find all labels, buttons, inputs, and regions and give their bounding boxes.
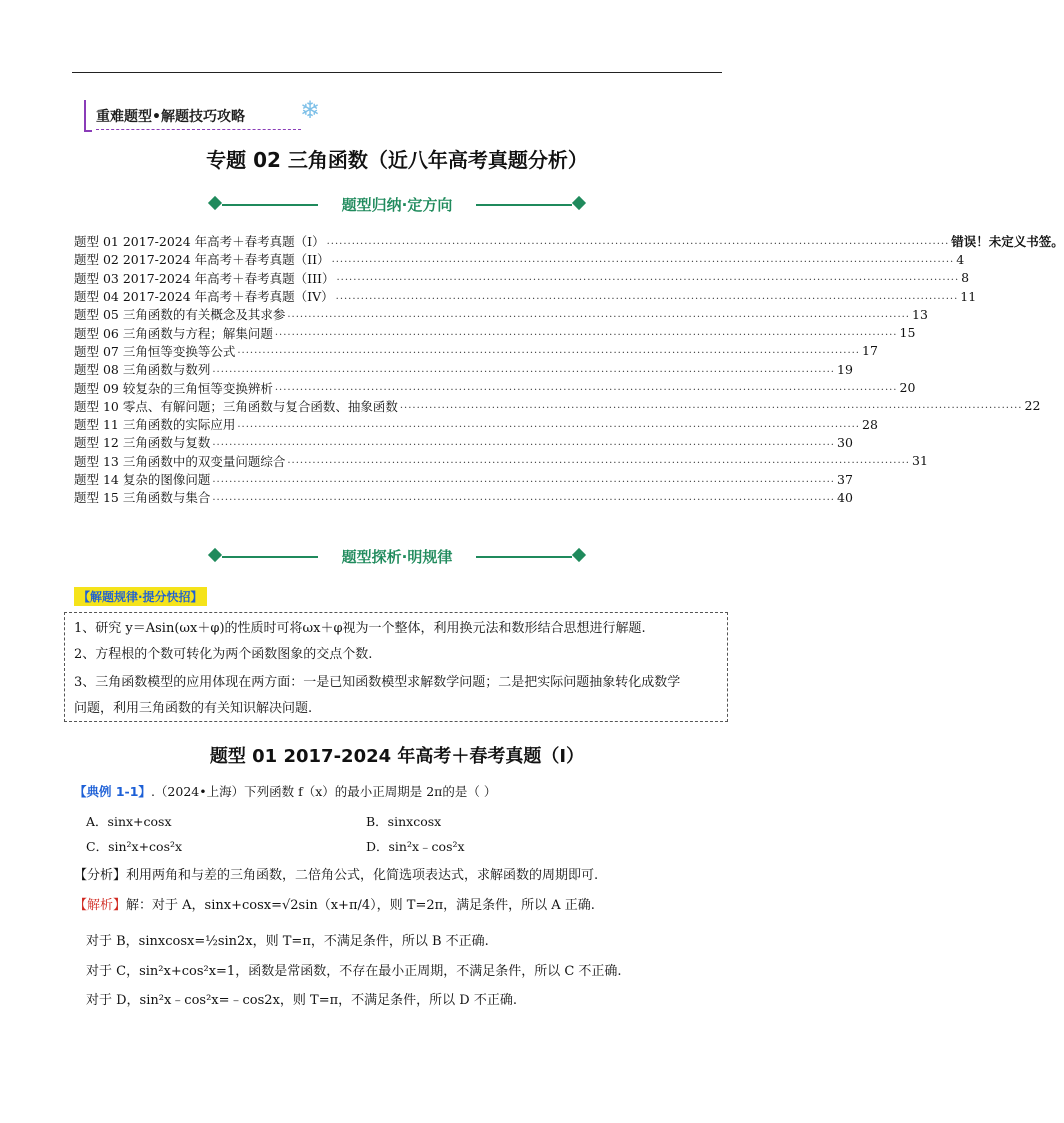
tips-label: 【解题规律·提分快招】	[74, 587, 207, 606]
page-title: 专题 02 三角函数（近八年高考真题分析）	[206, 148, 588, 172]
example-tag: 【典例 1-1】	[74, 784, 151, 799]
toc-label: 题型 01 2017-2024 年高考＋春考真题（I）	[74, 234, 325, 250]
option-a: A．sinx+cosx	[86, 814, 172, 829]
toc-label: 题型 15 三角函数与集合	[74, 490, 211, 506]
toc-page: 17	[862, 343, 878, 359]
option-d: D．sin²x﹣cos²x	[366, 839, 465, 854]
toc-label: 题型 06 三角函数与方程；解集问题	[74, 325, 273, 341]
solution-d: 对于 D，sin²x﹣cos²x=﹣cos2x，则 T=π，不满足条件，所以 D 不正确.	[86, 993, 517, 1008]
toc-item[interactable]: 题型 02 2017-2024 年高考＋春考真题（II） ..................................................................................................................................................... 4	[74, 251, 965, 268]
toc-label: 题型 11 三角函数的实际应用	[74, 417, 236, 433]
toc-item[interactable]: 题型 06 三角函数与方程；解集问题 ..................................................................................................................................................... 15	[74, 325, 916, 341]
banner-label: 题型探析·明规律	[341, 548, 453, 566]
toc-page: 13	[912, 306, 928, 322]
toc-page: 4	[956, 251, 965, 267]
option-c: C．sin²x+cos²x	[86, 839, 183, 854]
section-title: 题型 01 2017-2024 年高考＋春考真题（I）	[209, 746, 585, 767]
header-tag: 重难题型•解题技巧攻略	[96, 109, 245, 125]
toc-page: 8	[961, 270, 970, 286]
toc-item[interactable]: 题型 12 三角函数与复数 ..................................................................................................................................................... 30	[74, 434, 853, 451]
solution-c: 对于 C，sin²x+cos²x=1，函数是常函数，不存在最小正周期，不满足条件，所以 C 不正确.	[86, 964, 622, 979]
header-rule	[72, 72, 722, 73]
toc-label: 题型 07 三角恒等变换等公式	[74, 343, 236, 359]
toc-label: 题型 09 较复杂的三角恒等变换辨析	[74, 380, 273, 396]
header-underline	[96, 129, 301, 130]
toc-page: 15	[899, 325, 916, 341]
toc-item[interactable]: 题型 11 三角函数的实际应用 ..................................................................................................................................................... 28	[74, 416, 878, 433]
toc-page: 19	[837, 361, 853, 377]
tip-line-2: 2、方程根的个数可转化为两个函数图象的交点个数.	[74, 647, 373, 662]
toc-label: 题型 04 2017-2024 年高考＋春考真题（IV）	[74, 289, 334, 305]
explore-banner	[204, 546, 590, 568]
toc-item[interactable]: 题型 09 较复杂的三角恒等变换辨析 ..................................................................................................................................................... 20	[74, 380, 916, 396]
toc-page: 20	[899, 380, 916, 396]
toc-item[interactable]: 题型 04 2017-2024 年高考＋春考真题（IV） ..................................................................................................................................................... 11	[74, 288, 977, 305]
toc-item[interactable]: 题型 15 三角函数与集合 ..................................................................................................................................................... 40	[74, 489, 853, 506]
toc-item[interactable]: 题型 07 三角恒等变换等公式 ..................................................................................................................................................... 17	[74, 343, 878, 359]
snowflake-icon: ❄	[300, 96, 321, 124]
toc-item[interactable]: 题型 03 2017-2024 年高考＋春考真题（III） ..................................................................................................................................................... 8	[74, 270, 970, 286]
toc-page: 40	[837, 489, 853, 505]
toc-banner	[204, 194, 590, 216]
toc-item[interactable]: 题型 01 2017-2024 年高考＋春考真题（I） ..................................................................................................................................................... 错误！未定义书签。	[74, 234, 1064, 250]
question-text: .（2024•上海）下列函数 f（x）的最小正周期是 2π的是（ ）	[150, 784, 497, 799]
option-b: B．sinxcosx	[366, 814, 442, 829]
toc-item[interactable]: 题型 14 复杂的图像问题 ..................................................................................................................................................... 37	[74, 471, 853, 487]
header-bracket	[84, 100, 92, 132]
toc-label: 题型 12 三角函数与复数	[74, 435, 211, 451]
toc-label: 题型 14 复杂的图像问题	[74, 472, 211, 487]
toc-page: 37	[837, 471, 853, 487]
toc-page: 31	[912, 453, 928, 469]
toc-page: 28	[862, 416, 878, 432]
toc-item[interactable]: 题型 05 三角函数的有关概念及其求参 ..................................................................................................................................................... 13	[74, 306, 928, 323]
example-question	[74, 782, 496, 800]
toc-item[interactable]: 题型 08 三角函数与数列 ..................................................................................................................................................... 19	[74, 361, 853, 378]
table-of-contents	[74, 232, 1064, 506]
toc-label: 题型 05 三角函数的有关概念及其求参	[74, 307, 286, 323]
solution-a	[74, 894, 595, 913]
toc-page: 错误！未定义书签。	[951, 234, 1064, 250]
solution-b: 对于 B，sinxcosx=½sin2x，则 T=π，不满足条件，所以 B 不正确.	[86, 934, 489, 949]
toc-label: 题型 08 三角函数与数列	[74, 362, 211, 378]
toc-page: 30	[837, 434, 853, 450]
toc-label: 题型 10 零点、有解问题；三角函数与复合函数、抽象函数	[74, 398, 398, 414]
tip-line-1: 1、研究 y＝Asin(ωx＋φ)的性质时可将ωx＋φ视为一个整体，利用换元法和数形结合思想进行解题.	[74, 621, 646, 636]
solution-tag: 【解析】	[74, 898, 127, 913]
toc-label: 题型 13 三角函数中的双变量问题综合	[74, 453, 286, 469]
banner-label: 题型归纳·定方向	[341, 196, 453, 214]
tip-line-3b: 问题，利用三角函数的有关知识解决问题.	[74, 701, 313, 716]
toc-label: 题型 02 2017-2024 年高考＋春考真题（II）	[74, 252, 330, 268]
analysis-text: 【分析】利用两角和与差的三角函数，二倍角公式，化简选项表达式，求解函数的周期即可.	[74, 868, 599, 883]
toc-item[interactable]: 题型 10 零点、有解问题；三角函数与复合函数、抽象函数 ..................................................................................................................................................... 22	[74, 398, 1041, 414]
solution-a-text: 解：对于 A，sinx+cosx=√2sin（x+π/4），则 T=2π，满足条件，所以 A 正确.	[126, 898, 595, 913]
toc-item[interactable]: 题型 13 三角函数中的双变量问题综合 ..................................................................................................................................................... 31	[74, 453, 928, 469]
toc-label: 题型 03 2017-2024 年高考＋春考真题（III）	[74, 270, 335, 286]
tip-line-3a: 3、三角函数模型的应用体现在两方面：一是已知函数模型求解数学问题；二是把实际问题抽象转化成数学	[74, 675, 681, 690]
toc-page: 11	[960, 288, 977, 304]
toc-page: 22	[1024, 398, 1041, 414]
